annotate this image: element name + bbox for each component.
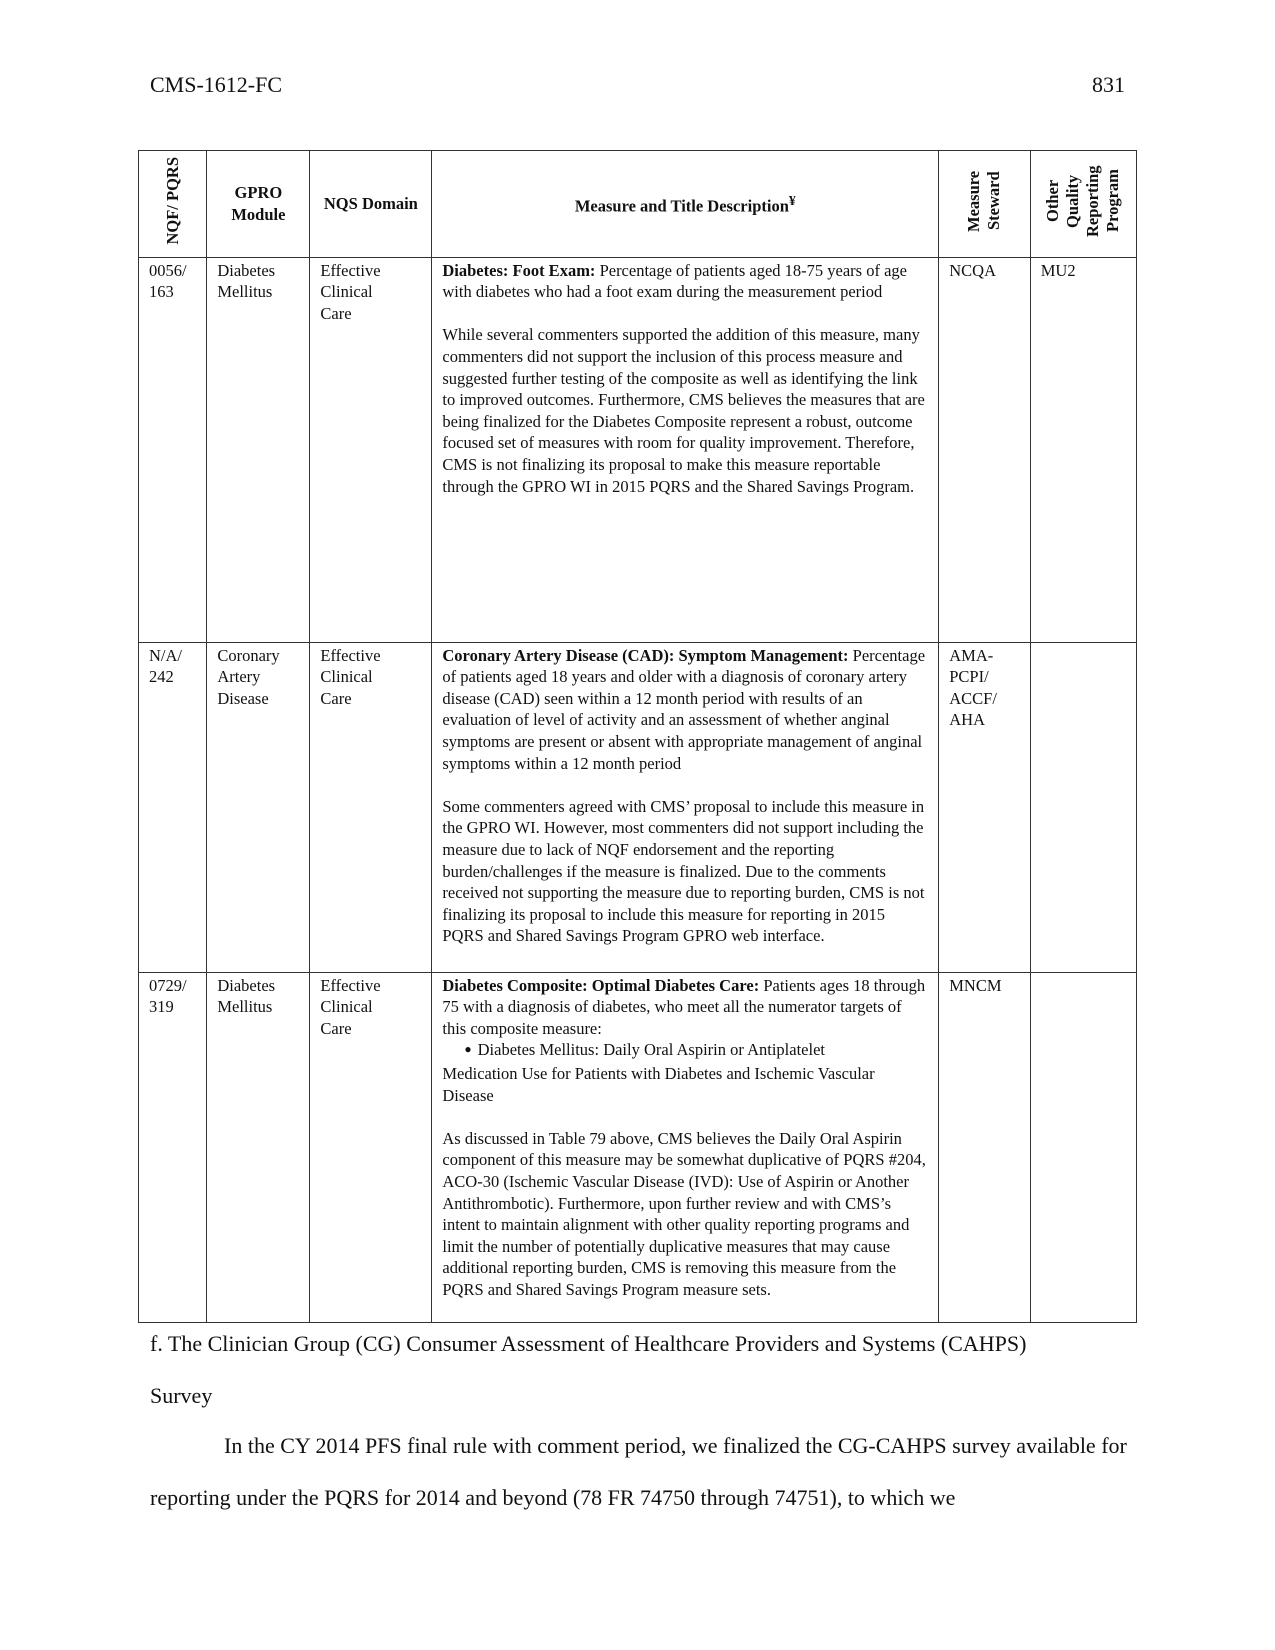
numerator-target-list	[442, 1039, 928, 1063]
col-header-nqf: NQF/ PQRS	[139, 151, 207, 258]
other-program-cell: MU2	[1030, 257, 1136, 642]
table-header-row	[139, 151, 1137, 258]
gpro-module-cell: Diabetes Mellitus	[207, 972, 310, 1322]
document-id: CMS-1612-FC	[150, 72, 283, 97]
measure-steward-cell: MNCM	[939, 972, 1030, 1322]
measure-description-cell	[432, 257, 939, 642]
other-program-cell	[1030, 972, 1136, 1322]
col-header-steward: Measure Steward	[939, 151, 1030, 258]
body-paragraph-text: In the CY 2014 PFS final rule with comment period, we finalized the CG-CAHPS survey available for reporting under the PQRS for 2014 and beyond (78 FR 74750 through 74751), to which we	[150, 1433, 1127, 1510]
gpro-module-cell: Coronary Artery Disease	[207, 642, 310, 972]
col-header-nqs: NQS Domain	[310, 151, 432, 258]
measure-title: Coronary Artery Disease (CAD): Symptom Management:	[442, 645, 849, 665]
measure-description-cell	[432, 972, 939, 1322]
body-paragraph	[150, 1420, 1140, 1524]
page-number: 831	[1092, 72, 1125, 97]
measure-description: Patients ages 18 through 75 with a diagnosis of diabetes, who meet all the numerator targets of this composite measure:	[442, 975, 926, 1038]
comment-summary: As discussed in Table 79 above, CMS believes the Daily Oral Aspirin component of this measure may be somewhat duplicative of PQRS #204, ACO-30 (Ischemic Vascular Disease (IVD): Use of Aspirin or Another Antithrombotic). Furthermore, upon further review and with CMS’s intent to maintain alignment with other quality reporting programs and limit the number of potentially duplicative measures that may cause additional reporting burden, CMS is removing this measure from the PQRS and Shared Savings Program measure sets.	[442, 1128, 926, 1299]
nqf-pqrs-cell: 0056/ 163	[139, 257, 207, 642]
list-item: ● Diabetes Mellitus: Daily Oral Aspirin or Antiplatelet	[464, 1039, 928, 1063]
measure-description-continued: Medication Use for Patients with Diabetes and Ischemic Vascular Disease	[442, 1063, 875, 1105]
table-row	[139, 972, 1137, 1322]
comment-summary: While several commenters supported the addition of this measure, many commenters did not support the inclusion of this process measure and suggested further testing of the composite as well as identifying the link to improved outcomes. Furthermore, CMS believes the measures that are being finalized for the Diabetes Composite represent a robust, outcome focused set of measures with room for quality improvement. Therefore, CMS is not finalizing its proposal to make this measure reportable through the GPRO WI in 2015 PQRS and the Shared Savings Program.	[442, 325, 925, 496]
col-header-measure: Measure and Title Description¥	[432, 151, 939, 258]
nqs-domain-cell: Effective Clinical Care	[310, 257, 432, 642]
col-header-other-program: Other Quality Reporting Program	[1030, 151, 1136, 258]
measures-table	[138, 150, 1137, 1323]
yen-footnote-mark: ¥	[788, 193, 796, 209]
col-header-gpro: GPRO Module	[207, 151, 310, 258]
section-heading-line1: f. The Clinician Group (CG) Consumer Assessment of Healthcare Providers and Systems (CAHPS)	[150, 1331, 1027, 1356]
measure-title: Diabetes Composite: Optimal Diabetes Care:	[442, 975, 760, 995]
table-row	[139, 257, 1137, 642]
comment-summary: Some commenters agreed with CMS’ proposal to include this measure in the GPRO WI. However, most commenters did not support including the measure due to lack of NQF endorsement and the reporting burden/challenges if the measure is finalized. Due to the comments received not supporting the measure due to reporting burden, CMS is not finalizing its proposal to include this measure for reporting in 2015 PQRS and Shared Savings Program GPRO web interface.	[442, 796, 925, 946]
section-heading	[150, 1318, 1140, 1422]
measure-steward-cell: AMA- PCPI/ ACCF/ AHA	[939, 642, 1030, 972]
table-row	[139, 642, 1137, 972]
measure-description-cell	[432, 642, 939, 972]
other-program-cell	[1030, 642, 1136, 972]
nqs-domain-cell: Effective Clinical Care	[310, 642, 432, 972]
gpro-module-cell: Diabetes Mellitus	[207, 257, 310, 642]
measure-description: Percentage of patients aged 18 years and older with a diagnosis of coronary artery disease (CAD) seen within a 12 month period with results of an evaluation of level of activity and an assessment of whether anginal symptoms are present or absent with appropriate management of anginal symptoms within a 12 month period	[442, 645, 926, 773]
section-heading-line2: Survey	[150, 1383, 213, 1408]
measure-title: Diabetes: Foot Exam:	[442, 260, 596, 280]
measure-steward-cell: NCQA	[939, 257, 1030, 642]
measure-description: Percentage of patients aged 18-75 years of age with diabetes who had a foot exam during the measurement period	[442, 260, 907, 302]
nqf-pqrs-cell: N/A/ 242	[139, 642, 207, 972]
page-header	[150, 72, 1125, 98]
nqf-pqrs-cell: 0729/ 319	[139, 972, 207, 1322]
nqs-domain-cell: Effective Clinical Care	[310, 972, 432, 1322]
